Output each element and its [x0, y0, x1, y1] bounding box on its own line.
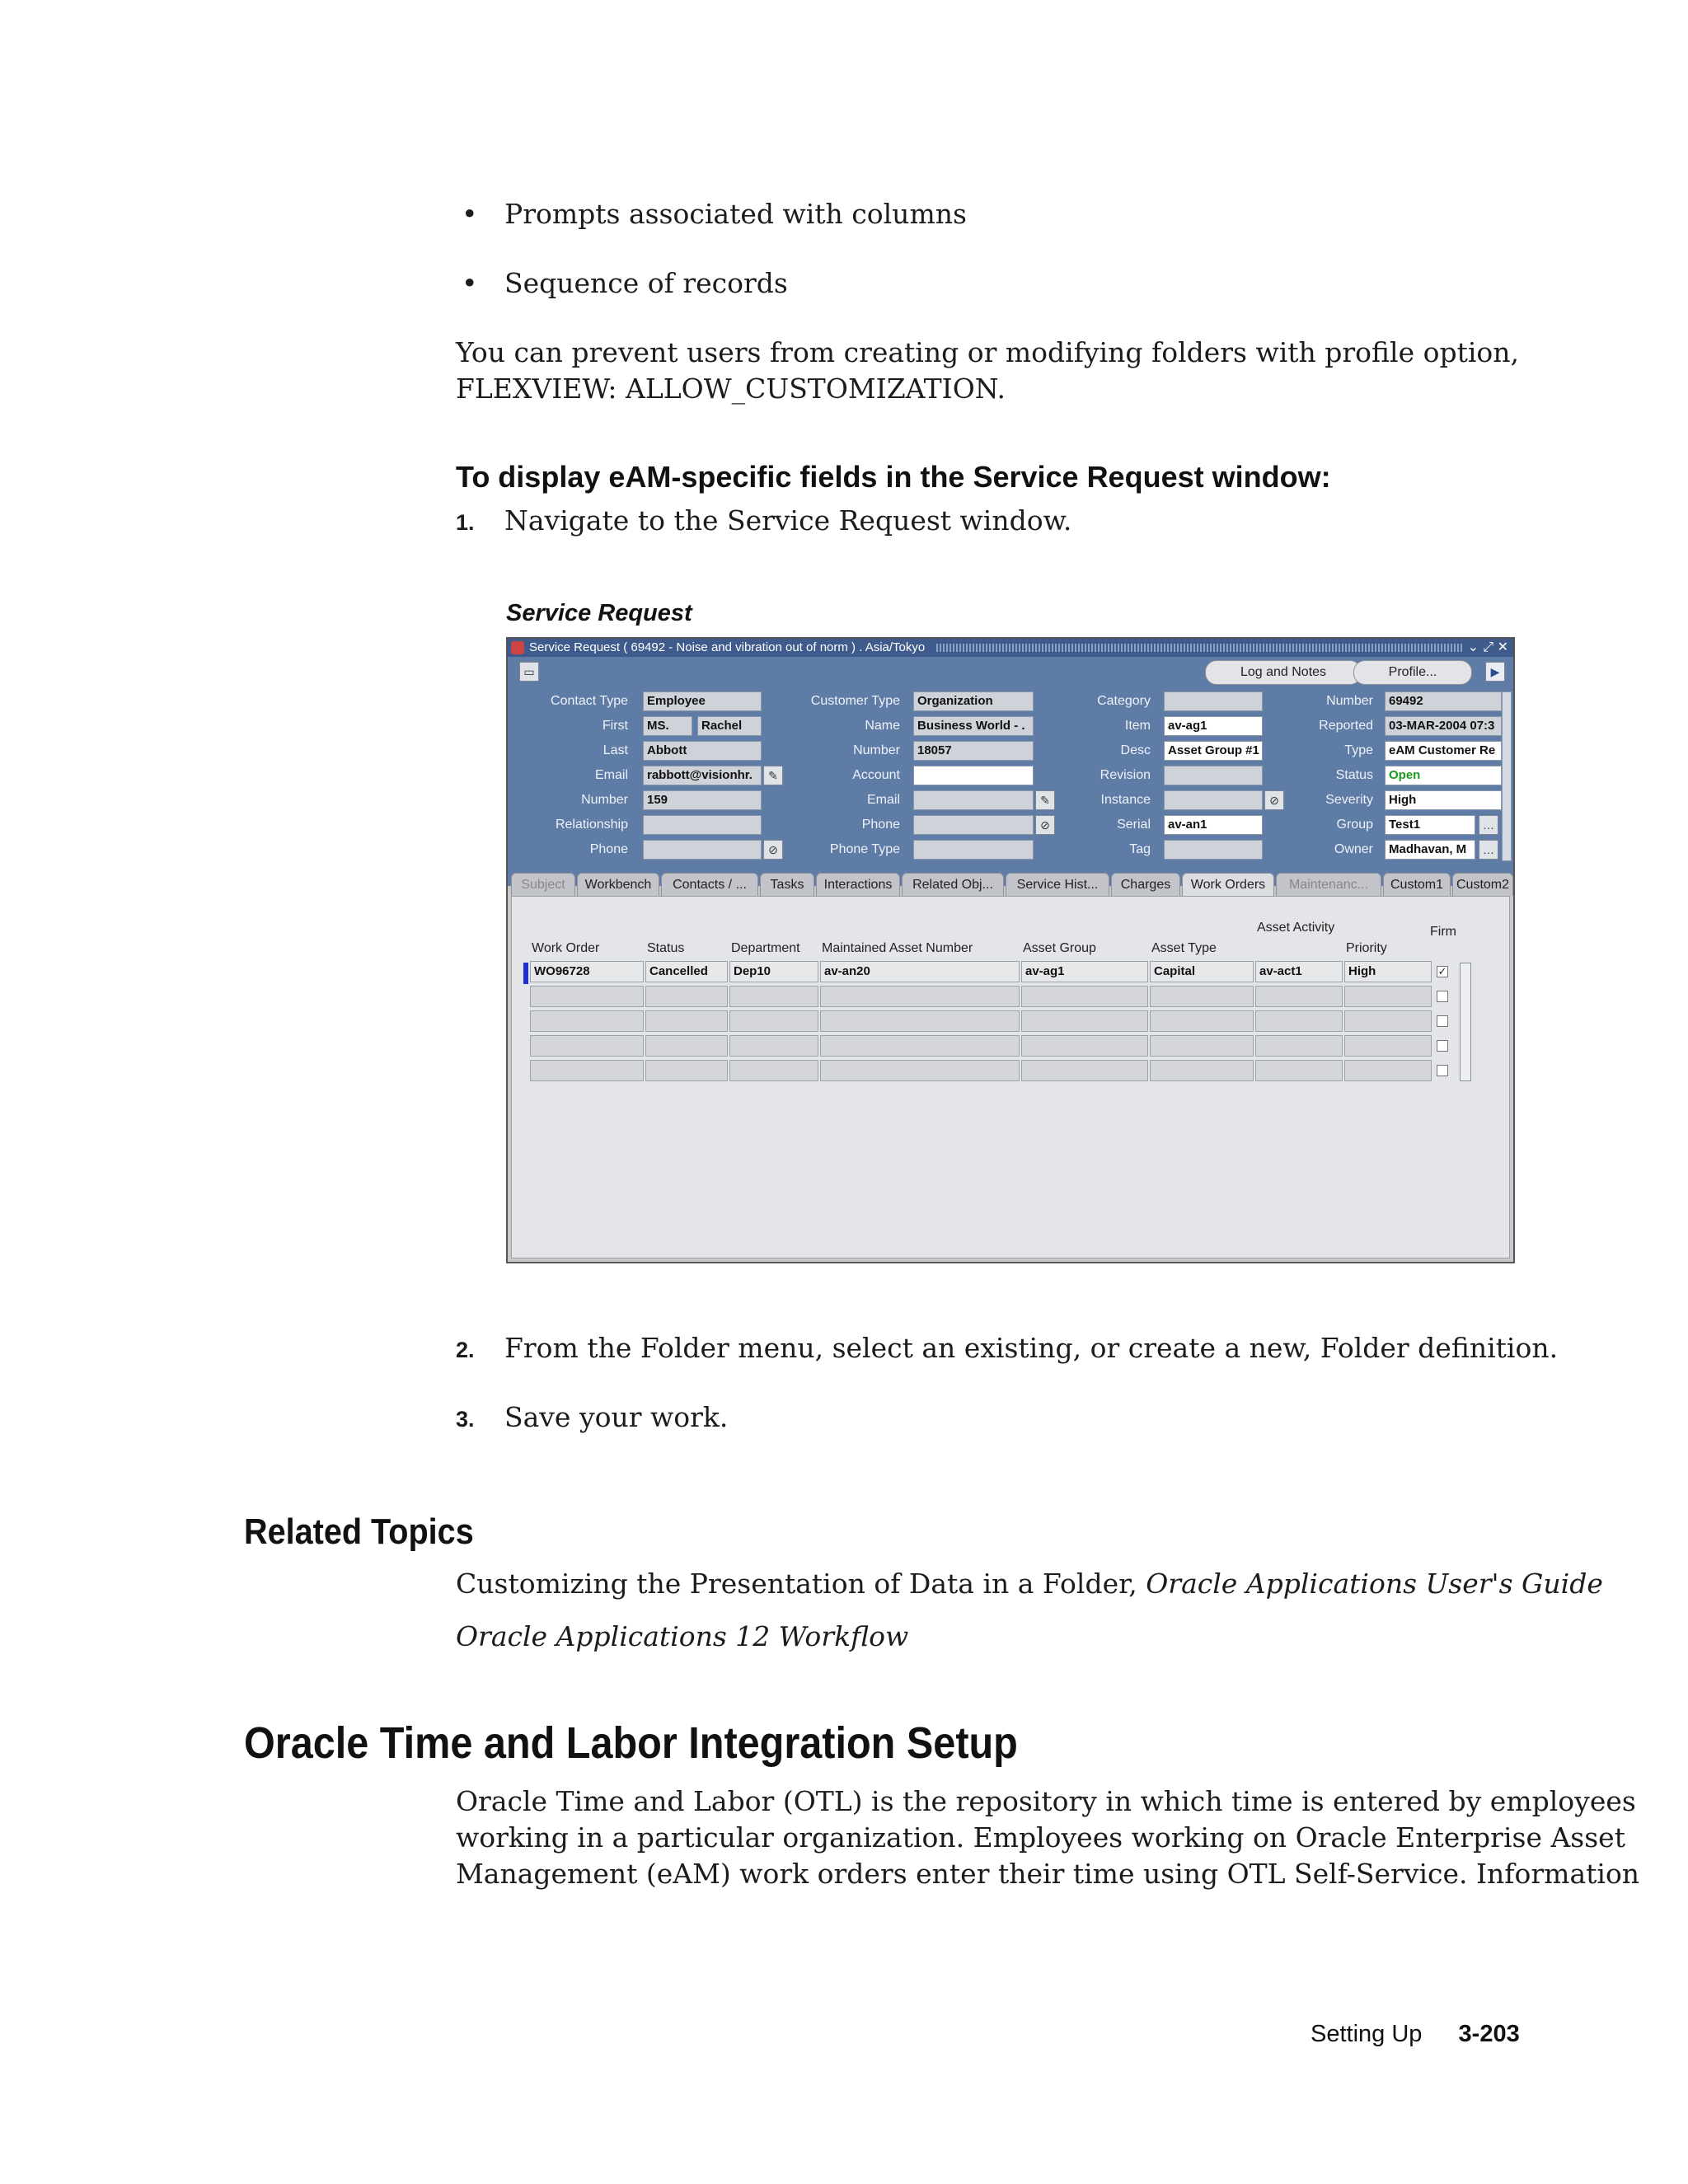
- table-row[interactable]: [1344, 1060, 1432, 1081]
- table-row[interactable]: [645, 1010, 728, 1032]
- customer-type-label: Customer Type: [810, 694, 900, 708]
- instance-label: Instance: [1100, 793, 1151, 807]
- col-header-department: Department: [731, 941, 800, 955]
- table-row[interactable]: [1344, 986, 1432, 1007]
- tab-service-history[interactable]: Service Hist...: [1006, 873, 1109, 896]
- owner-field[interactable]: Madhavan, M: [1385, 840, 1475, 860]
- table-row[interactable]: [820, 1060, 1020, 1081]
- step-number: 1.: [456, 510, 475, 535]
- window-title: Service Request ( 69492 - Noise and vibration out of norm ) . Asia/Tokyo: [529, 640, 926, 654]
- table-row[interactable]: [1344, 1010, 1432, 1032]
- tab-workbench[interactable]: Workbench: [577, 873, 659, 896]
- customer-email-field[interactable]: [913, 790, 1034, 810]
- table-row[interactable]: [1150, 1010, 1254, 1032]
- col-header-priority: Priority: [1346, 941, 1387, 955]
- step-text: Save your work.: [504, 1401, 729, 1433]
- lov-icon[interactable]: …: [1479, 840, 1498, 860]
- tab-custom2[interactable]: Custom2: [1452, 873, 1513, 896]
- group-field[interactable]: Test1: [1385, 815, 1475, 835]
- revision-label: Revision: [1100, 768, 1151, 782]
- col-header-asset-type: Asset Type: [1151, 941, 1217, 955]
- tab-charges[interactable]: Charges: [1111, 873, 1180, 896]
- bullet-dot: •: [462, 267, 478, 299]
- request-number-label: Number: [1326, 694, 1373, 708]
- item-field[interactable]: av-ag1: [1164, 716, 1263, 736]
- firm-checkbox[interactable]: [1437, 1040, 1448, 1052]
- table-row[interactable]: [645, 986, 728, 1007]
- table-row[interactable]: [530, 1010, 644, 1032]
- contact-email-label: Email: [594, 768, 628, 782]
- close-icon[interactable]: ✕: [1497, 640, 1508, 654]
- cell-priority[interactable]: High: [1344, 961, 1432, 982]
- paragraph-line: FLEXVIEW: ALLOW_CUSTOMIZATION.: [456, 373, 1006, 405]
- col-header-work-order: Work Order: [532, 941, 600, 955]
- relationship-field[interactable]: [643, 815, 762, 835]
- page-footer: [1311, 2021, 1520, 2048]
- phone-type-field[interactable]: [913, 840, 1034, 860]
- desc-field[interactable]: Asset Group #1: [1164, 741, 1263, 761]
- cell-asset-type[interactable]: Capital: [1150, 961, 1254, 982]
- desc-label: Desc: [1120, 743, 1151, 757]
- tag-label: Tag: [1129, 842, 1151, 856]
- table-row[interactable]: [1344, 1035, 1432, 1057]
- customer-phone-field[interactable]: [913, 815, 1034, 835]
- table-row[interactable]: [645, 1035, 728, 1057]
- step-text: From the Folder menu, select an existing, or create a new, Folder definition.: [504, 1332, 1559, 1364]
- severity-field[interactable]: High: [1385, 790, 1502, 810]
- serial-field[interactable]: av-an1: [1164, 815, 1263, 835]
- related-topic-1: [456, 1566, 1603, 1602]
- related-topics-heading: Related Topics: [244, 1511, 474, 1552]
- phone-link-icon[interactable]: ⊘: [763, 840, 783, 860]
- folder-icon[interactable]: ▭: [519, 662, 539, 682]
- email-compose-icon[interactable]: ✎: [763, 766, 783, 785]
- first-label: First: [602, 719, 628, 733]
- header-panel: [508, 657, 1513, 886]
- reported-field[interactable]: 03-MAR-2004 07:3: [1385, 716, 1502, 736]
- table-row[interactable]: [645, 1060, 728, 1081]
- play-icon[interactable]: ▶: [1485, 662, 1505, 682]
- phone-link-icon[interactable]: ⊘: [1035, 815, 1055, 835]
- col-header-asset-group: Asset Group: [1023, 941, 1096, 955]
- contact-phone-label: Phone: [589, 842, 628, 856]
- step-2: [456, 1330, 1559, 1368]
- current-record-indicator: [523, 963, 528, 984]
- cell-asset-activity[interactable]: av-act1: [1255, 961, 1343, 982]
- table-row[interactable]: [1021, 986, 1148, 1007]
- table-row[interactable]: [1150, 1060, 1254, 1081]
- step-number: 3.: [456, 1407, 475, 1432]
- bullet-text: Sequence of records: [504, 267, 788, 299]
- table-row[interactable]: [530, 1035, 644, 1057]
- paragraph-line: working in a particular organization. Employees working on Oracle Enterprise Asset: [456, 1821, 1625, 1854]
- tab-custom1[interactable]: Custom1: [1383, 873, 1451, 896]
- table-row[interactable]: [820, 986, 1020, 1007]
- related-topic-2: Oracle Applications 12 Workflow: [456, 1620, 909, 1652]
- contact-number-field[interactable]: 159: [643, 790, 762, 810]
- first-name-field[interactable]: Rachel: [697, 716, 762, 736]
- last-name-field[interactable]: Abbott: [643, 741, 762, 761]
- related-topic-text: Customizing the Presentation of Data in a Folder,: [456, 1568, 1146, 1600]
- category-label: Category: [1097, 694, 1151, 708]
- cell-work-order[interactable]: WO96728: [530, 961, 644, 982]
- cell-asset-number[interactable]: av-an20: [820, 961, 1020, 982]
- log-and-notes-button[interactable]: Log and Notes: [1205, 660, 1362, 685]
- table-row[interactable]: [1021, 1035, 1148, 1057]
- paragraph-line: Management (eAM) work orders enter their time using OTL Self-Service. Information: [456, 1858, 1640, 1890]
- profile-button[interactable]: Profile...: [1353, 660, 1472, 685]
- grid-scrollbar[interactable]: [1460, 963, 1471, 1081]
- service-request-window: [506, 637, 1515, 1263]
- minimize-icon[interactable]: ⌄: [1467, 640, 1479, 654]
- paragraph-line: You can prevent users from creating or modifying folders with profile option,: [456, 336, 1520, 368]
- severity-label: Severity: [1325, 793, 1373, 807]
- first-title-field[interactable]: MS.: [643, 716, 692, 736]
- status-label: Status: [1335, 768, 1373, 782]
- cell-status[interactable]: Cancelled: [645, 961, 728, 982]
- serial-label: Serial: [1117, 818, 1151, 832]
- customer-name-label: Name: [865, 719, 900, 733]
- tab-work-orders[interactable]: Work Orders: [1182, 873, 1274, 896]
- procedure-heading: To display eAM-specific fields in the Service Request window:: [456, 460, 1331, 494]
- table-row[interactable]: [1255, 1060, 1343, 1081]
- contact-type-select[interactable]: Employee: [643, 691, 762, 711]
- table-row[interactable]: [530, 1060, 644, 1081]
- account-field[interactable]: [913, 766, 1034, 785]
- col-header-asset-activity: Asset Activity: [1257, 921, 1335, 935]
- work-orders-panel: [511, 896, 1510, 1258]
- tab-contacts[interactable]: Contacts / ...: [661, 873, 758, 896]
- titlebar-texture: [936, 644, 1464, 652]
- bullet-dot: •: [462, 198, 478, 230]
- maximize-icon[interactable]: ⤢: [1483, 640, 1493, 654]
- table-row[interactable]: [1255, 1010, 1343, 1032]
- group-label: Group: [1336, 818, 1373, 832]
- table-row[interactable]: [1255, 1035, 1343, 1057]
- contact-type-label: Contact Type: [551, 694, 628, 708]
- table-row[interactable]: [820, 1010, 1020, 1032]
- otl-paragraph: [456, 1783, 1639, 1892]
- lov-icon[interactable]: …: [1479, 815, 1498, 835]
- cell-department[interactable]: Dep10: [729, 961, 818, 982]
- step-number: 2.: [456, 1338, 475, 1362]
- section-heading: Oracle Time and Labor Integration Setup: [244, 1718, 1018, 1768]
- table-row[interactable]: [729, 1060, 818, 1081]
- instance-field[interactable]: [1164, 790, 1263, 810]
- paragraph-prevent: [456, 335, 1519, 407]
- item-label: Item: [1124, 719, 1151, 733]
- email-compose-icon[interactable]: ✎: [1035, 790, 1055, 810]
- table-row[interactable]: [1255, 986, 1343, 1007]
- account-label: Account: [852, 768, 900, 782]
- col-header-status: Status: [647, 941, 685, 955]
- request-number-field[interactable]: 69492: [1385, 691, 1502, 711]
- step-3: [456, 1399, 729, 1437]
- category-field[interactable]: [1164, 691, 1263, 711]
- owner-label: Owner: [1334, 842, 1373, 856]
- tab-tasks[interactable]: Tasks: [760, 873, 814, 896]
- customer-number-field[interactable]: 18057: [913, 741, 1034, 761]
- tab-related-objects[interactable]: Related Obj...: [902, 873, 1004, 896]
- col-header-asset-number: Maintained Asset Number: [822, 941, 973, 955]
- tab-interactions[interactable]: Interactions: [816, 873, 900, 896]
- contact-phone-field[interactable]: [643, 840, 762, 860]
- table-row[interactable]: [530, 986, 644, 1007]
- cell-asset-group[interactable]: av-ag1: [1021, 961, 1148, 982]
- table-row[interactable]: [1021, 1010, 1148, 1032]
- contact-email-field[interactable]: rabbott@visionhr.: [643, 766, 762, 785]
- customer-name-field[interactable]: Business World - .: [913, 716, 1034, 736]
- table-row[interactable]: [729, 1010, 818, 1032]
- related-topic-guide: Oracle Applications User's Guide: [1146, 1568, 1603, 1600]
- window-titlebar: [508, 639, 1513, 657]
- customer-email-label: Email: [866, 793, 900, 807]
- tab-subject[interactable]: Subject: [511, 873, 575, 896]
- table-row[interactable]: [729, 986, 818, 1007]
- header-scrollbar[interactable]: [1502, 691, 1512, 861]
- paragraph-line: Oracle Time and Labor (OTL) is the repository in which time is entered by employees: [456, 1785, 1636, 1817]
- firm-checkbox[interactable]: [1437, 991, 1448, 1002]
- revision-field[interactable]: [1164, 766, 1263, 785]
- type-field[interactable]: eAM Customer Re: [1385, 741, 1502, 761]
- firm-checkbox[interactable]: [1437, 1065, 1448, 1076]
- app-icon: [511, 641, 524, 654]
- relationship-label: Relationship: [555, 818, 628, 832]
- col-header-firm: Firm: [1430, 925, 1456, 939]
- contact-number-label: Number: [581, 793, 628, 807]
- instance-link-icon[interactable]: ⊘: [1264, 790, 1284, 810]
- tag-field[interactable]: [1164, 840, 1263, 860]
- bullet-text: Prompts associated with columns: [504, 198, 967, 230]
- page-number: 3-203: [1458, 2021, 1520, 2047]
- firm-checkbox[interactable]: ✓: [1437, 965, 1447, 977]
- phone-type-label: Phone Type: [829, 842, 900, 856]
- table-row[interactable]: [1021, 1060, 1148, 1081]
- last-label: Last: [603, 743, 628, 757]
- customer-type-select[interactable]: Organization: [913, 691, 1034, 711]
- customer-number-label: Number: [853, 743, 900, 757]
- status-field[interactable]: Open: [1385, 766, 1502, 785]
- figure-caption: Service Request: [506, 600, 692, 626]
- type-label: Type: [1344, 743, 1373, 757]
- firm-checkbox[interactable]: [1437, 1015, 1448, 1027]
- table-row[interactable]: [820, 1035, 1020, 1057]
- table-row[interactable]: [1150, 986, 1254, 1007]
- table-row[interactable]: [729, 1035, 818, 1057]
- tab-maintenance[interactable]: Maintenanc...: [1276, 873, 1381, 896]
- footer-section: Setting Up: [1311, 2021, 1423, 2047]
- customer-phone-label: Phone: [861, 818, 900, 832]
- step-text: Navigate to the Service Request window.: [504, 504, 1072, 537]
- step-1: [456, 503, 1072, 541]
- reported-label: Reported: [1319, 719, 1373, 733]
- table-row[interactable]: [1150, 1035, 1254, 1057]
